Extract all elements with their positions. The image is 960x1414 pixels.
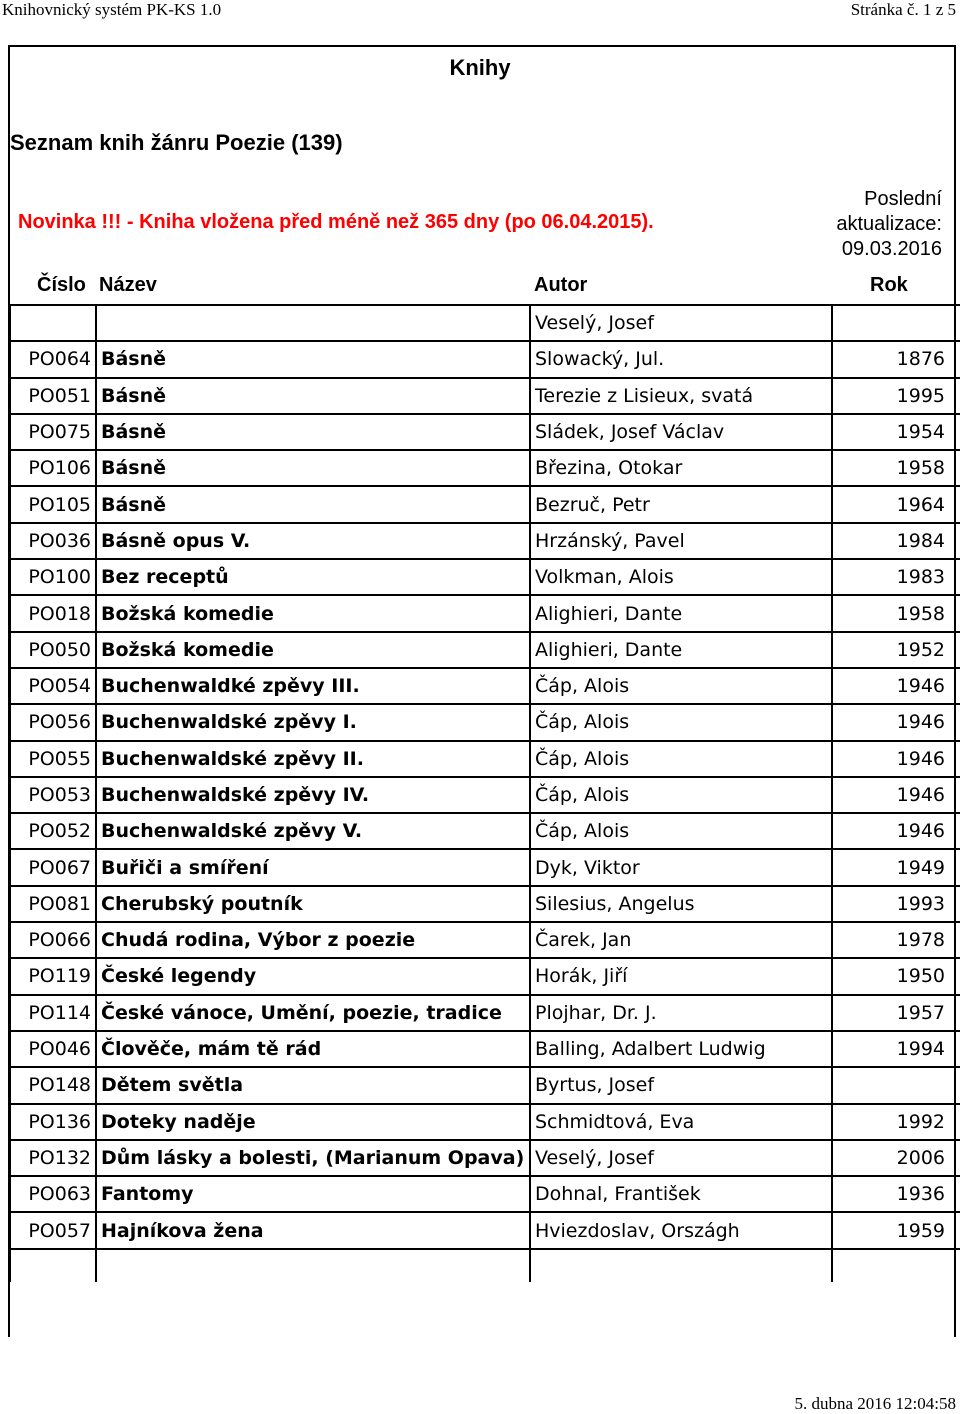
book-number: PO106 bbox=[10, 450, 96, 486]
book-year: 1957 bbox=[832, 995, 960, 1031]
book-author: Dohnal, František bbox=[530, 1176, 832, 1212]
book-author: Čarek, Jan bbox=[530, 922, 832, 958]
book-number: PO067 bbox=[10, 849, 96, 885]
table-row bbox=[10, 523, 960, 559]
table-row bbox=[10, 632, 960, 668]
book-year: 1876 bbox=[832, 341, 960, 377]
book-year: 1936 bbox=[832, 1176, 960, 1212]
book-number: PO036 bbox=[10, 523, 96, 559]
book-author: Čáp, Alois bbox=[530, 813, 832, 849]
book-title: Básně opus V. bbox=[96, 523, 530, 559]
book-number: PO075 bbox=[10, 414, 96, 450]
book-title: České vánoce, Umění, poezie, tradice bbox=[96, 995, 530, 1031]
book-author: Schmidtová, Eva bbox=[530, 1104, 832, 1140]
book-number: PO114 bbox=[10, 995, 96, 1031]
empty-cell bbox=[530, 1249, 832, 1282]
table-row bbox=[10, 1067, 960, 1103]
book-author: Bezruč, Petr bbox=[530, 486, 832, 522]
table-row bbox=[10, 305, 960, 341]
book-title: Buchenwaldké zpěvy III. bbox=[96, 668, 530, 704]
book-author: Hviezdoslav, Országh bbox=[530, 1212, 832, 1248]
books-table bbox=[9, 304, 960, 1282]
book-author: Sládek, Josef Václav bbox=[530, 414, 832, 450]
book-number: PO050 bbox=[10, 632, 96, 668]
last-update-date: 09.03.2016 bbox=[841, 238, 942, 260]
book-number: PO056 bbox=[10, 704, 96, 740]
book-year bbox=[832, 1067, 960, 1103]
book-title: Cherubský poutník bbox=[96, 886, 530, 922]
book-author: Silesius, Angelus bbox=[530, 886, 832, 922]
book-title: Člověče, mám tě rád bbox=[96, 1031, 530, 1067]
book-number bbox=[10, 305, 96, 341]
table-row bbox=[10, 595, 960, 631]
book-title: Fantomy bbox=[96, 1176, 530, 1212]
book-number: PO057 bbox=[10, 1212, 96, 1248]
book-title: Buchenwaldské zpěvy IV. bbox=[96, 777, 530, 813]
book-title: Buchenwaldské zpěvy V. bbox=[96, 813, 530, 849]
book-number: PO054 bbox=[10, 668, 96, 704]
book-number: PO066 bbox=[10, 922, 96, 958]
print-timestamp: 5. dubna 2016 12:04:58 bbox=[794, 1394, 956, 1413]
book-number: PO018 bbox=[10, 595, 96, 631]
books-table-body bbox=[10, 305, 960, 1282]
table-row bbox=[10, 559, 960, 595]
book-number: PO119 bbox=[10, 958, 96, 994]
book-author: Čáp, Alois bbox=[530, 741, 832, 777]
book-number: PO053 bbox=[10, 777, 96, 813]
book-number: PO100 bbox=[10, 559, 96, 595]
table-row bbox=[10, 1104, 960, 1140]
column-header-title: Název bbox=[99, 274, 157, 296]
book-title bbox=[96, 305, 530, 341]
book-author: Čáp, Alois bbox=[530, 704, 832, 740]
table-row bbox=[10, 341, 960, 377]
book-number: PO136 bbox=[10, 1104, 96, 1140]
book-title: Básně bbox=[96, 450, 530, 486]
book-title: Hajníkova žena bbox=[96, 1212, 530, 1248]
page-number: Stránka č. 1 z 5 bbox=[850, 0, 956, 19]
table-row bbox=[10, 668, 960, 704]
book-number: PO052 bbox=[10, 813, 96, 849]
book-number: PO064 bbox=[10, 341, 96, 377]
book-year: 1958 bbox=[832, 595, 960, 631]
book-title: Božská komedie bbox=[96, 632, 530, 668]
book-number: PO148 bbox=[10, 1067, 96, 1103]
book-author: Plojhar, Dr. J. bbox=[530, 995, 832, 1031]
book-author: Čáp, Alois bbox=[530, 668, 832, 704]
table-row bbox=[10, 378, 960, 414]
book-year: 1946 bbox=[832, 813, 960, 849]
book-year: 1949 bbox=[832, 849, 960, 885]
book-author: Volkman, Alois bbox=[530, 559, 832, 595]
book-title: Doteky naděje bbox=[96, 1104, 530, 1140]
book-author: Terezie z Lisieux, svatá bbox=[530, 378, 832, 414]
book-year: 1993 bbox=[832, 886, 960, 922]
book-author: Balling, Adalbert Ludwig bbox=[530, 1031, 832, 1067]
table-row bbox=[10, 922, 960, 958]
table-row-continuation bbox=[10, 1249, 960, 1282]
book-title: Básně bbox=[96, 341, 530, 377]
book-year: 1954 bbox=[832, 414, 960, 450]
column-header-year: Rok bbox=[870, 274, 908, 296]
book-year: 1983 bbox=[832, 559, 960, 595]
book-title: Básně bbox=[96, 378, 530, 414]
book-year: 1978 bbox=[832, 922, 960, 958]
book-author: Veselý, Josef bbox=[530, 305, 832, 341]
book-title: Dětem světla bbox=[96, 1067, 530, 1103]
table-row bbox=[10, 995, 960, 1031]
book-year: 1946 bbox=[832, 704, 960, 740]
book-author: Slowacký, Jul. bbox=[530, 341, 832, 377]
table-row bbox=[10, 813, 960, 849]
book-year: 1992 bbox=[832, 1104, 960, 1140]
book-number: PO051 bbox=[10, 378, 96, 414]
system-name: Knihovnický systém PK-KS 1.0 bbox=[2, 0, 222, 19]
book-year: 1995 bbox=[832, 378, 960, 414]
table-row bbox=[10, 741, 960, 777]
table-row bbox=[10, 849, 960, 885]
column-header-author: Autor bbox=[534, 274, 588, 296]
book-year: 1946 bbox=[832, 777, 960, 813]
book-year: 2006 bbox=[832, 1140, 960, 1176]
book-title: Buchenwaldské zpěvy I. bbox=[96, 704, 530, 740]
book-title: Básně bbox=[96, 486, 530, 522]
table-row bbox=[10, 704, 960, 740]
book-number: PO081 bbox=[10, 886, 96, 922]
book-year: 1946 bbox=[832, 741, 960, 777]
book-title: Božská komedie bbox=[96, 595, 530, 631]
table-row bbox=[10, 1031, 960, 1067]
book-author: Březina, Otokar bbox=[530, 450, 832, 486]
last-update-line2: aktualizace: bbox=[836, 213, 942, 235]
book-title: Dům lásky a bolesti, (Marianum Opava) bbox=[96, 1140, 530, 1176]
book-year: 1959 bbox=[832, 1212, 960, 1248]
book-title: Básně bbox=[96, 414, 530, 450]
book-year: 1984 bbox=[832, 523, 960, 559]
book-author: Dyk, Viktor bbox=[530, 849, 832, 885]
book-author: Hrzánský, Pavel bbox=[530, 523, 832, 559]
last-update bbox=[836, 187, 942, 262]
book-number: PO055 bbox=[10, 741, 96, 777]
table-row bbox=[10, 777, 960, 813]
book-title: Chudá rodina, Výbor z poezie bbox=[96, 922, 530, 958]
book-number: PO063 bbox=[10, 1176, 96, 1212]
book-year: 1950 bbox=[832, 958, 960, 994]
empty-cell bbox=[96, 1249, 530, 1282]
column-header-number: Číslo bbox=[37, 274, 86, 296]
book-year: 1952 bbox=[832, 632, 960, 668]
book-number: PO132 bbox=[10, 1140, 96, 1176]
book-year: 1946 bbox=[832, 668, 960, 704]
book-year bbox=[832, 305, 960, 341]
book-year: 1994 bbox=[832, 1031, 960, 1067]
new-book-note: Novinka !!! - Kniha vložena před méně než 365 dny (po 06.04.2015). bbox=[18, 211, 654, 233]
book-title: Bez receptů bbox=[96, 559, 530, 595]
book-author: Alighieri, Dante bbox=[530, 632, 832, 668]
book-title: České legendy bbox=[96, 958, 530, 994]
empty-cell bbox=[10, 1249, 96, 1282]
book-title: Buřiči a smíření bbox=[96, 849, 530, 885]
book-author: Veselý, Josef bbox=[530, 1140, 832, 1176]
table-row bbox=[10, 1176, 960, 1212]
page-title: Knihy bbox=[449, 55, 511, 80]
book-year: 1958 bbox=[832, 450, 960, 486]
book-author: Byrtus, Josef bbox=[530, 1067, 832, 1103]
table-row bbox=[10, 450, 960, 486]
book-number: PO046 bbox=[10, 1031, 96, 1067]
table-row bbox=[10, 486, 960, 522]
empty-cell bbox=[832, 1249, 960, 1282]
table-row bbox=[10, 414, 960, 450]
book-number: PO105 bbox=[10, 486, 96, 522]
table-row bbox=[10, 958, 960, 994]
book-title: Buchenwaldské zpěvy II. bbox=[96, 741, 530, 777]
list-subtitle: Seznam knih žánru Poezie (139) bbox=[10, 130, 343, 155]
book-author: Alighieri, Dante bbox=[530, 595, 832, 631]
book-year: 1964 bbox=[832, 486, 960, 522]
last-update-line1: Poslední bbox=[864, 188, 942, 210]
table-row bbox=[10, 886, 960, 922]
book-author: Čáp, Alois bbox=[530, 777, 832, 813]
table-row bbox=[10, 1212, 960, 1248]
table-row bbox=[10, 1140, 960, 1176]
book-author: Horák, Jiří bbox=[530, 958, 832, 994]
